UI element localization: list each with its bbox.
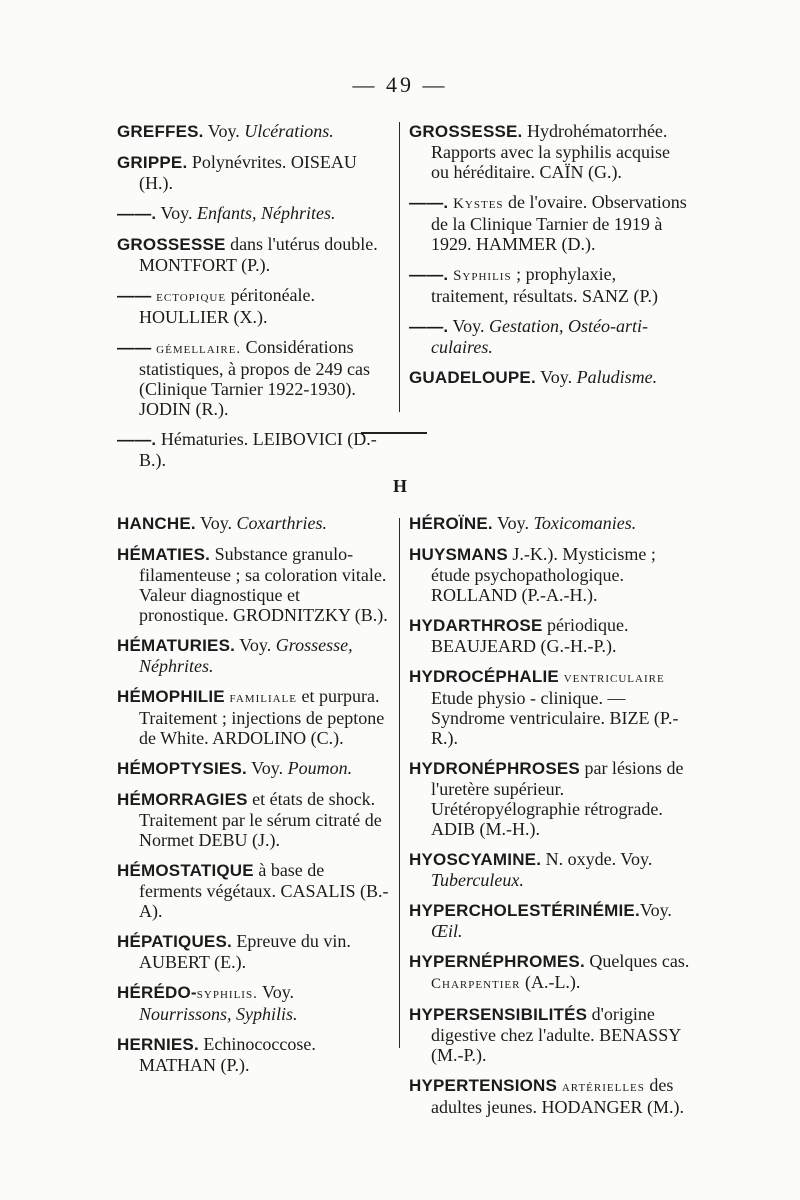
index-entry <box>117 203 389 224</box>
index-entry <box>117 285 389 327</box>
entry-headword: HYDARTHROSE <box>409 616 543 635</box>
entry-text: et purpura. Traitement ; injections de peptone de White. ARDOLINO (C.). <box>139 686 385 748</box>
index-entry <box>409 264 691 306</box>
entry-text: Voy. <box>492 513 534 533</box>
entry-text: ; prophylaxie, traitement, résultats. SANZ (P.) <box>431 264 658 306</box>
index-entry <box>409 367 691 388</box>
entry-qualifier: Kystes <box>448 196 504 212</box>
entry-qualifier: ectopique <box>151 289 227 305</box>
entry-headword: HÉRÉDO- <box>117 983 197 1002</box>
entry-headword: —— <box>117 286 152 305</box>
index-entry <box>409 192 691 254</box>
entry-text: Voy. <box>203 121 245 141</box>
index-entry <box>117 337 389 419</box>
entry-headword: GUADELOUPE. <box>409 368 536 387</box>
entry-headword: HYPERNÉPHROMES. <box>409 952 585 971</box>
entry-text: Quelques cas. <box>584 951 690 971</box>
entry-text: Hydrohématorrhée. Rapports avec la syphilis acquise ou héréditaire. CAÏN (G.). <box>431 121 670 182</box>
index-entry <box>117 234 389 275</box>
index-entry <box>409 1004 691 1065</box>
top-left-column <box>117 121 389 480</box>
entry-headword: GREFFES. <box>117 122 204 141</box>
top-right-column <box>409 121 691 398</box>
entry-text: périodique. BEAUJEARD (G.-H.-P.). <box>431 615 629 656</box>
entry-headword: ——. <box>409 265 449 284</box>
entry-text: Etude physio - clinique. — Syndrome ventriculaire. BIZE (P.-R.). <box>431 688 679 748</box>
entry-text: à base de ferments végétaux. CASALIS (B.-A). <box>139 860 389 921</box>
entry-qualifier: Charpentier <box>431 976 521 992</box>
entry-headword: —— <box>117 338 152 357</box>
entry-qualifier: familiale <box>224 690 298 706</box>
entry-crossref: Enfants, Néphrites. <box>197 203 336 223</box>
entry-headword: HYPERTENSIONS <box>409 1076 558 1095</box>
entry-text: par lésions de l'uretère supérieur. Urétéropyélographie rétrograde. ADIB (M.-H.). <box>431 758 684 839</box>
index-entry <box>117 513 389 534</box>
entry-text: Echinococcose. MATHAN (P.). <box>139 1034 316 1075</box>
entry-crossref: Grossesse, Néphrites. <box>139 635 353 676</box>
entry-text: des adultes jeunes. HODANGER (M.). <box>431 1075 684 1117</box>
entry-headword: HYOSCYAMINE. <box>409 850 542 869</box>
index-entry <box>409 544 691 605</box>
entry-headword: HERNIES. <box>117 1035 199 1054</box>
index-entry <box>117 635 389 676</box>
index-entry <box>409 666 691 748</box>
bottom-left-column <box>117 513 389 1085</box>
index-entry <box>409 849 691 890</box>
index-entry <box>409 900 691 941</box>
entry-headword: HÉMOPTYSIES. <box>117 759 247 778</box>
entry-headword: ——. <box>117 204 157 223</box>
section-separator <box>361 432 427 434</box>
entry-text: (A.-L.). <box>520 972 581 992</box>
index-entry <box>117 544 389 625</box>
entry-text: Voy. <box>535 367 577 387</box>
entry-text: Voy. <box>448 316 490 336</box>
entry-text: Considérations statistiques, à propos de 249 cas (Clinique Tarnier 1922-1930). JODIN (R.). <box>139 337 370 419</box>
entry-text: Voy. <box>246 758 288 778</box>
entry-headword: GROSSESSE. <box>409 122 523 141</box>
entry-crossref: Poumon. <box>287 758 353 778</box>
entry-text: d'origine digestive chez l'adulte. BENASSY (M.-P.). <box>431 1004 681 1065</box>
entry-headword: GROSSESSE <box>117 235 226 254</box>
entry-text: Epreuve du vin. AUBERT (E.). <box>139 931 351 972</box>
entry-headword: HUYSMANS <box>409 545 508 564</box>
page-number: — 49 — <box>352 72 448 97</box>
entry-text: dans l'utérus double. MONTFORT (P.). <box>139 234 378 275</box>
index-entry <box>117 758 389 779</box>
index-entry <box>409 1075 691 1117</box>
entry-headword: HÉMOSTATIQUE <box>117 861 254 880</box>
entry-text: Polynévrites. OISEAU (H.). <box>139 152 357 193</box>
entry-text: J.-K.). Mysticisme ; étude psychopathologique. ROLLAND (P.-A.-H.). <box>431 544 656 605</box>
entry-text: Substance granulo-filamenteuse ; sa coloration vitale. Valeur diagnostique et pronostique. GRODNITZKY (B.). <box>139 544 388 625</box>
column-divider <box>399 122 400 412</box>
entry-headword: HÉMOPHILIE <box>117 687 225 706</box>
entry-headword: HANCHE. <box>117 514 196 533</box>
entry-crossref: Nourrissons, Syphilis. <box>139 1004 298 1024</box>
index-entry <box>409 316 691 357</box>
entry-text: de l'ovaire. Observations de la Clinique Tarnier de 1919 à 1929. HAMMER (D.). <box>431 192 687 254</box>
entry-headword: HYDROCÉPHALIE <box>409 667 559 686</box>
index-entry <box>409 758 691 839</box>
entry-text: Voy. <box>156 203 198 223</box>
index-entry <box>117 1034 389 1075</box>
index-entry <box>117 121 389 142</box>
entry-qualifier: Syphilis <box>448 268 512 284</box>
entry-crossref: Coxarthries. <box>236 513 328 533</box>
index-entry <box>117 429 389 470</box>
index-entry <box>409 513 691 534</box>
entry-headword: HÉMATIES. <box>117 545 211 564</box>
index-entry <box>117 931 389 972</box>
entry-qualifier: artérielles <box>557 1079 645 1095</box>
entry-headword: HYPERCHOLESTÉRINÉMIE. <box>409 901 640 920</box>
section-letter: H <box>392 476 407 496</box>
index-entry <box>409 121 691 182</box>
entry-headword: HÉPATIQUES. <box>117 932 232 951</box>
index-entry <box>117 686 389 748</box>
entry-crossref: Gestation, Ostéo-arti-culaires. <box>431 316 649 357</box>
entry-headword: HÉMATURIES. <box>117 636 236 655</box>
entry-text: Voy. <box>639 900 672 920</box>
entry-crossref: Tuberculeux. <box>431 870 524 890</box>
entry-text: N. oxyde. Voy. <box>541 849 653 869</box>
entry-crossref: Paludisme. <box>576 367 658 387</box>
index-entry <box>117 982 389 1024</box>
bottom-right-column <box>409 513 691 1127</box>
entry-crossref: Toxicomanies. <box>533 513 637 533</box>
entry-headword: ——. <box>409 317 449 336</box>
entry-qualifier: gémellaire. <box>151 341 242 357</box>
entry-headword: HYDRONÉPHROSES <box>409 759 580 778</box>
entry-text: péritonéale. HOULLIER (X.). <box>139 285 316 327</box>
entry-headword: HÉROÏNE. <box>409 514 493 533</box>
entry-headword: HYPERSENSIBILITÉS <box>409 1005 588 1024</box>
column-divider <box>399 518 400 1048</box>
entry-crossref: Œil. <box>431 921 463 941</box>
entry-text: et états de shock. Traitement par le sérum citraté de Normet DEBU (J.). <box>139 789 382 850</box>
entry-headword: HÉMORRAGIES <box>117 790 248 809</box>
entry-headword: ——. <box>117 430 157 449</box>
index-entry <box>409 615 691 656</box>
entry-headword: ——. <box>409 193 449 212</box>
entry-headword: GRIPPE. <box>117 153 188 172</box>
index-entry <box>117 860 389 921</box>
entry-qualifier: ventriculaire <box>558 670 665 686</box>
entry-text: Hématuries. LEIBOVICI (D.-B.). <box>139 429 377 470</box>
entry-qualifier: syphilis. <box>196 986 258 1002</box>
index-entry <box>117 152 389 193</box>
index-entry <box>409 951 691 994</box>
entry-text: Voy. <box>257 982 295 1002</box>
entry-text: Voy. <box>195 513 237 533</box>
entry-text: Voy. <box>235 635 276 655</box>
index-entry <box>117 789 389 850</box>
entry-crossref: Ulcérations. <box>244 121 334 141</box>
